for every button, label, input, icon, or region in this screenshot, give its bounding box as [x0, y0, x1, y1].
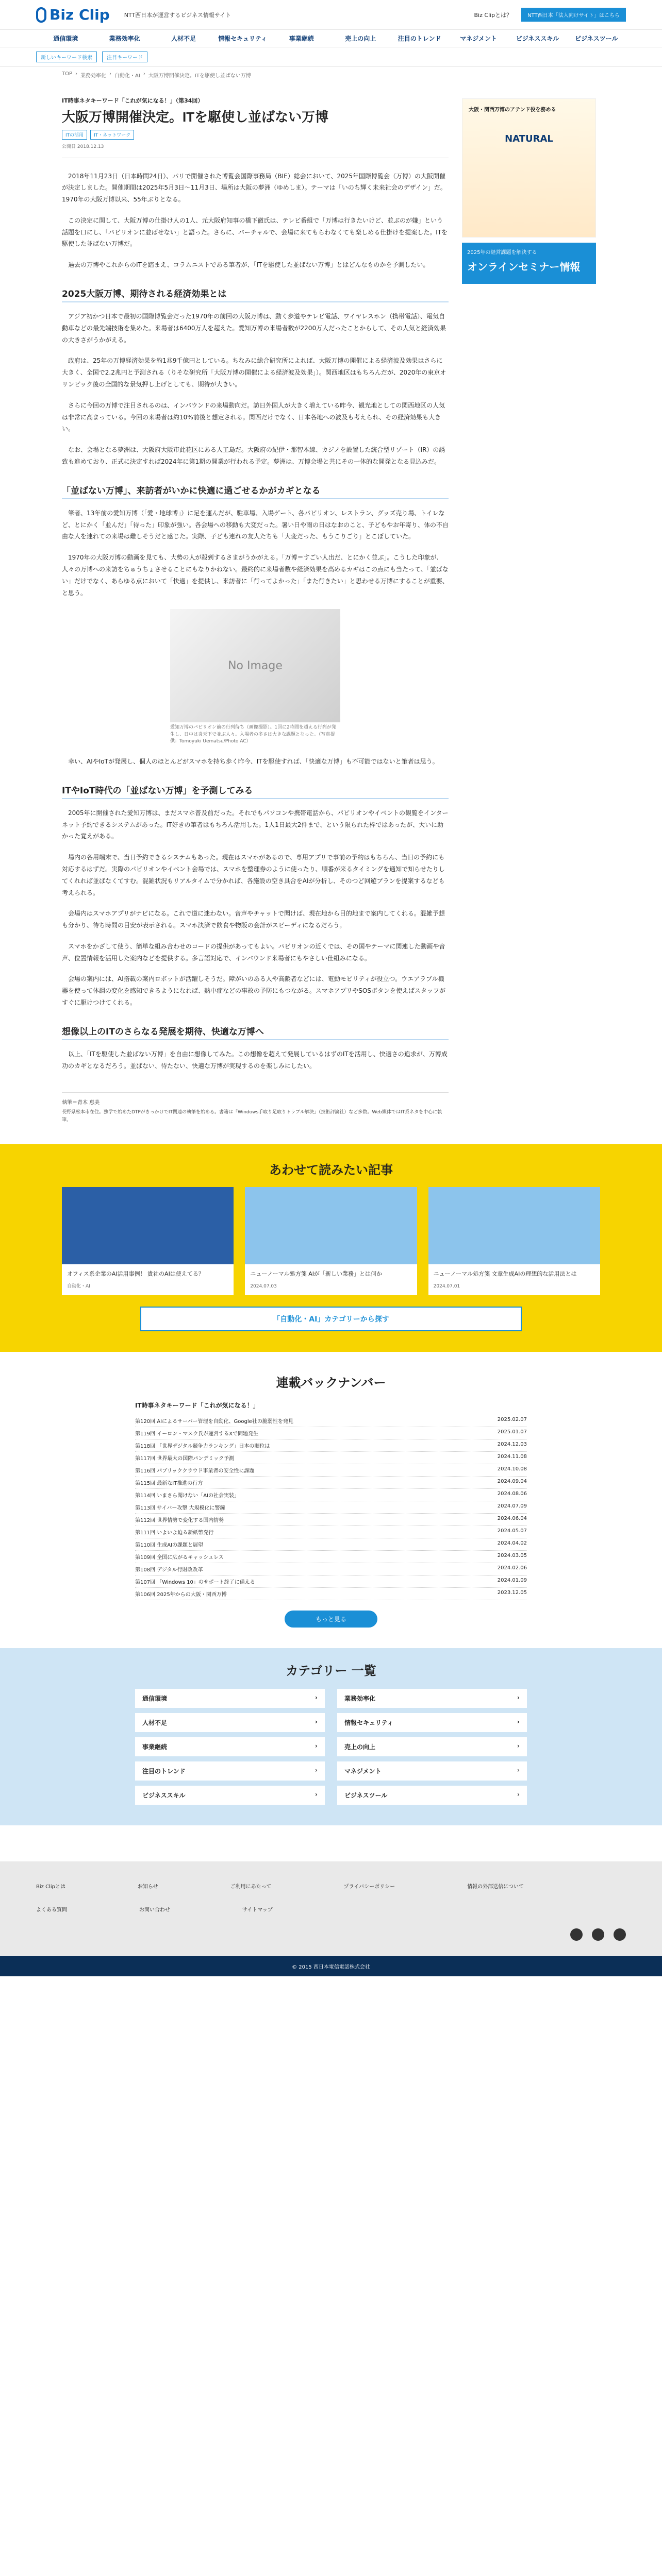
chevron-right-icon: › — [315, 1718, 318, 1726]
backnumber-row[interactable] — [135, 1501, 527, 1514]
tag-it[interactable]: ITの活用 — [62, 130, 87, 140]
backnumber-row[interactable] — [135, 1563, 527, 1575]
backnumber-row[interactable] — [135, 1464, 527, 1477]
category-item[interactable] — [337, 1761, 527, 1781]
paragraph: 以上、「ITを駆使した並ばない万博」を自由に想像してみた。この想像を超えて発展しているはずのITを活用し、快適さの追求が、万博成功のカギとなるだろう。並ばない、待たない、快適な万博が実現するのを楽しみにしたい。 — [62, 1050, 448, 1070]
card-thumbnail — [245, 1187, 417, 1264]
backnumber-list — [135, 1401, 527, 1628]
paragraph: なお、会場となる夢洲は、大阪府大阪市此花区にある人工島だ。大阪府の紀伊・那智本線、カジノを設置した統合型リゾート（IR）の誘致も進めており、正式に決定すれば2024年に第1期の開業が行われる予定。夢洲は、万博会場と共にその一体的な開発となる見込みだ。 — [62, 446, 445, 466]
paragraph: 場内の各用端末で、当日予約できるシステムもあった。現在はスマホがあるので、専用アプリで事前の予約はもちろん、当日の予約にも対応するはずだ。実際のパビリオンやイベント会場では、スマホを整理券のように使ったり、順番が来るタイミングを通知で知らせたりしてくれれば並ばなくてすむ。混雑状況もリアルタイムで分かれば、各施設の空き具合をAIが分析し、そのつど回遊プランを提案するなども考えられる。 — [62, 854, 445, 896]
footer-link[interactable]: よくある質問 — [36, 1907, 67, 1913]
nav-item[interactable]: 売上の向上 — [345, 35, 376, 42]
ticker-new-keyword[interactable]: 新しいキーワード検索 — [36, 52, 97, 62]
category-grid — [135, 1689, 527, 1805]
logo[interactable]: Biz Clip — [36, 6, 110, 23]
chevron-right-icon: › — [517, 1694, 520, 1702]
category-item[interactable] — [135, 1713, 325, 1732]
category-label: 注目のトレンド — [142, 1768, 186, 1775]
site-header — [0, 0, 662, 30]
nav-item[interactable]: 業務効率化 — [109, 35, 140, 42]
breadcrumb-efficiency[interactable]: 業務効率化 — [80, 73, 107, 79]
paragraph: 筆者、13年前の愛知万博（「愛・地球博」）に足を運んだが、駐車場、入場ゲート、各パビリオン、レストラン、グッズ売り場、トイレなど、とにかく「並んだ」「待った」印象が強い。各会場への移動も大変だった。暑い日や雨の日はなおのこと、子どもやお年寄り、体の不自由な人を連れての来場は難しそうだと感じた。実際、子ども連れの友人たちも「大変だった、もうこりごり」とこぼしていた。 — [62, 509, 449, 540]
social-links — [36, 1928, 626, 1941]
backnumber-row[interactable] — [135, 1526, 527, 1538]
section-heading: ITやIoT時代の「並ばない万博」を予測してみる — [62, 783, 449, 799]
backnumber-date: 2025.02.07 — [497, 1417, 527, 1423]
article-figure — [170, 609, 340, 745]
backnumber-date: 2024.03.05 — [497, 1553, 527, 1559]
paragraph: 政府は、25年の万博経済効果を約1兆9千億円としている。ちなみに総合研究所によれば、大阪万博の開催による経済波及効果はさらに大きく、全国で2.2兆円と予測される（りそな研究所「大阪万博の開催による経済波及効果」）。関西地区はもちろんだが、2020年の東京オリンピック後の全国的な景気押し上げとしても、期待が大きい。 — [62, 357, 446, 388]
category-item[interactable] — [337, 1737, 527, 1756]
category-item[interactable] — [135, 1786, 325, 1805]
chevron-right-icon: › — [315, 1767, 318, 1774]
banner-title: 大阪・関西万博のアテンド役を務める — [469, 107, 556, 113]
footer-link[interactable]: お問い合わせ — [139, 1907, 170, 1913]
footer-link[interactable]: プライバシーポリシー — [343, 1884, 395, 1890]
backnumber-row[interactable] — [135, 1477, 527, 1489]
related-title: あわせて読みたい記事 — [269, 1163, 393, 1178]
page-title: 大阪万博開催決定。ITを駆使し並ばない万博 — [62, 109, 329, 125]
backnumber-row[interactable] — [135, 1427, 527, 1439]
backnumber-title-text: 第110回 生成AIの課題と展望 — [135, 1543, 204, 1549]
more-button[interactable]: もっと見る — [285, 1611, 377, 1628]
related-card[interactable] — [245, 1187, 417, 1295]
nav-item[interactable]: 通信環境 — [53, 35, 78, 42]
category-title: カテゴリー 一覧 — [286, 1664, 376, 1679]
paragraph: 2018年11月23日（日本時間24日）、パリで開催された博覧会国際事務局（BIE）総会において、2025年国際博覧会（万博）の大阪開催が決定しました。開催期間は2025年5月3日～11月3日、場所は大阪の夢洲（ゆめしま）。テーマは「いのち輝く未来社会のデザイン」だ。1970年の大阪万博以来、55年ぶりとなる。 — [62, 172, 446, 204]
backnumber-date: 2023.12.05 — [497, 1590, 527, 1596]
banner-title: オンラインセミナー情報 — [467, 261, 581, 273]
backnumber-date: 2024.12.03 — [497, 1442, 527, 1448]
backnumber-title-text: 第118回 「世界デジタル競争力ランキング」日本の順位は — [135, 1444, 270, 1450]
related-card[interactable] — [428, 1187, 600, 1295]
backnumber-title-text: 第106回 2025年からの大阪・関西万博 — [135, 1592, 227, 1598]
backnumber-title-text: 第108回 デジタル行財政改革 — [135, 1567, 203, 1573]
nav-item[interactable]: ビジネススキル — [516, 35, 559, 42]
paragraph: 会場の案内には、AI搭載の案内ロボットが活躍しそうだ。障がいのある人や高齢者などには、電動モビリティが役立つ。ウエアラブル機器を使って体調の変化を感知できるようになれば、熱中症などの事故の予防にもつながる。スマホアプリやSOSボタンを使えばスタッフがすぐに駆けつけてくれる。 — [62, 975, 445, 1007]
backnumber-title: 連載バックナンバー — [276, 1376, 386, 1391]
backnumber-date: 2024.11.08 — [497, 1454, 527, 1460]
backnumber-title-text: 第114回 いまさら聞けない「AIの社会実装」 — [135, 1493, 240, 1499]
paragraph: この決定に関して、大阪万博の仕掛け人の1人、元大阪府知事の橋下徹氏は、テレビ番組で「万博は行きたいけど、並ぶのが嫌」という話題を口にし、「パビリオンに並ばせない」と語った。さらに、バーチャルで、会場に来てもらわなくても楽しめる仕掛けを提案した。ITを駆使した並ばない万博だ。 — [62, 216, 448, 248]
x-icon[interactable] — [592, 1928, 604, 1941]
backnumber-section — [0, 1372, 662, 1628]
paragraph: さらに今回の万博で注目されるのは、インバウンドの来場動向だ。訪日外国人が大きく増えている昨今、観光地としての関西地区の人気は非常に高まっている。今回の来場者は約10%前後と想定される。関西だけでなく、日本各地への波及も考えられ、その経済効果も大きい。 — [62, 401, 445, 433]
nav-item[interactable]: ビジネスツール — [575, 35, 618, 42]
card-meta: 自動化・AI — [67, 1283, 90, 1289]
backnumber-date: 2024.08.06 — [497, 1491, 527, 1497]
backnumber-row[interactable] — [135, 1439, 527, 1452]
paragraph: 過去の万博やこれからのITを踏まえ、コラムニストである筆者が、「ITを駆使した並ばない万博」とはどんなものかを予測したい。 — [68, 261, 429, 269]
paragraph: 1970年の大阪万博の動画を見ても、大勢の人が殺到するさまがうかがえる。「万博＝すごい人出だ、とにかく並ぶ」。こうした印象が、人々の万博への来訪をちゅうちょさせることにもなりかねない。最終的に来場者数や経済効果を高めるカギはこの点にも当たって、「並ばない」だけでなく、あらゆる点において「快適」を提供し、来訪者に「行ってよかった」「また行きたい」と思わせる万博にすることが重要、と思う。 — [62, 554, 449, 597]
backnumber-title-text: 第119回 イーロン・マスク氏が運営するXで問題発生 — [135, 1431, 259, 1437]
footer-link[interactable]: サイトマップ — [242, 1907, 273, 1913]
chevron-right-icon: › — [517, 1791, 520, 1799]
footer-link[interactable]: Biz Clipとは — [36, 1884, 65, 1890]
chevron-right-icon: › — [517, 1718, 520, 1726]
backnumber-title-text: 第112回 世界情勢で変化する国内情勢 — [135, 1518, 224, 1524]
author-bio: 長野県松本市在住。独学で始めたDTPがきっかけでIT関連の執筆を始める。書籍は「Windows手取り足取りトラブル解決」（技術評論社）など多数。Web媒体ではIT系ネタを中心に執筆。 — [62, 1110, 442, 1123]
section-heading: 想像以上のITのさらなる発展を期待、快適な万博へ — [62, 1024, 449, 1040]
backnumber-date: 2024.04.02 — [497, 1540, 527, 1547]
author-box — [62, 1092, 449, 1124]
category-label: 売上の向上 — [344, 1743, 376, 1751]
publish-date: 公開日 2018.12.13 — [62, 144, 104, 149]
footer-link[interactable]: ご利用にあたって — [230, 1884, 272, 1890]
paragraph: スマホをかざして使う、簡単な組み合わせのコードの提供があってもよい。パビリオンの近くでは、その国やテーマに関連した動画や音声、位置情報を活用した案内などを提供する。多言語対応で、インバウンド来場者にもやさしい仕組みになる。 — [62, 942, 445, 962]
backnumber-title-text: 第120回 AIによるサーバー管理を自動化、Google社の脆弱性を発見 — [135, 1419, 293, 1425]
category-label: 情報セキュリティ — [344, 1719, 393, 1727]
corporate-site-button[interactable]: NTT西日本「法人向けサイト」はこちら — [521, 8, 626, 22]
category-item[interactable] — [337, 1713, 527, 1732]
nav-item[interactable]: 事業継続 — [289, 35, 314, 42]
nav-item[interactable]: マネジメント — [460, 35, 497, 42]
backnumber-series: IT時事ネタキーワード「これが気になる！」 — [135, 1402, 259, 1410]
backnumber-row[interactable] — [135, 1415, 527, 1427]
section-heading: 2025大阪万博、期待される経済効果とは — [62, 286, 449, 302]
chevron-right-icon: › — [315, 1742, 318, 1750]
backnumber-date: 2024.02.06 — [497, 1565, 527, 1571]
backnumber-date: 2024.01.09 — [497, 1578, 527, 1584]
author-name: 執筆＝青木 恵美 — [62, 1100, 100, 1106]
breadcrumb: TOP › 業務効率化 › 自動化・AI › 大阪万博開催決定。ITを駆使し並ばない万博 — [62, 71, 251, 79]
category-item[interactable] — [337, 1689, 527, 1708]
backnumber-title-text: 第107回 「Windows 10」のサポート終了に備える — [135, 1580, 255, 1586]
category-search-button[interactable]: 「自動化・AI」カテゴリーから探す — [140, 1307, 522, 1331]
site-footer — [0, 1861, 662, 1956]
category-item[interactable] — [135, 1737, 325, 1756]
category-item[interactable] — [135, 1689, 325, 1708]
related-card[interactable] — [62, 1187, 234, 1295]
chevron-right-icon: › — [517, 1742, 520, 1750]
breadcrumb-top[interactable]: TOP — [62, 71, 73, 77]
facebook-icon[interactable] — [614, 1928, 626, 1941]
category-label: マネジメント — [344, 1768, 382, 1775]
banner-body: NATURAL — [505, 133, 553, 144]
backnumber-row[interactable] — [135, 1514, 527, 1526]
breadcrumb-ai[interactable]: 自動化・AI — [114, 73, 140, 79]
card-meta: 2024.07.03 — [250, 1283, 277, 1289]
sidebar-banner-natural[interactable] — [462, 98, 596, 238]
article-body — [62, 171, 449, 1072]
figure-caption: 愛知万博のパビリオン前の行列待ち（画像撮影）。1回に2時間を超える行列が発生し、日中は炎天下で並ぶ人々。入場者の多さは大きな課題となった。（写真提供：Tomoyuki Uematsu/Photo AC） — [170, 725, 336, 744]
chevron-right-icon: › — [315, 1791, 318, 1799]
keyword-ticker — [0, 47, 662, 67]
card-title: ニューノーマル処方箋 文章生成AIの理想的な活用法とは — [433, 1270, 577, 1278]
backnumber-date: 2024.09.04 — [497, 1479, 527, 1485]
paragraph: 幸い、AIやIoTが発展し、個人のほとんどがスマホを持ち歩く昨今、ITを駆使すれば、「快適な万博」も不可能ではないと筆者は思う。 — [68, 757, 439, 765]
category-label: 人材不足 — [142, 1719, 168, 1727]
copyright: © 2015 西日本電信電話株式会社 — [0, 1956, 662, 1976]
related-articles — [0, 1144, 662, 1352]
backnumber-title-text: 第117回 世界最大の国際パンデミック予測 — [135, 1456, 235, 1462]
card-title: オフィス系企業のAI活用事例！ 貴社のAIは使えてる？ — [67, 1270, 204, 1278]
nav-item[interactable]: 注目のトレンド — [398, 35, 441, 42]
series-label: IT時事ネタキーワード「これが気になる！」（第34回） — [62, 97, 204, 104]
paragraph: アジア初かつ日本で最初の国際博覧会だった1970年の前回の大阪万博は、動く歩道やテレビ電話、ワイヤレスホン（携帯電話）、電気自動車などの最先端技術を集めた。来場者は6400万人を超えた。愛知万博の来場者数が2200万人だったことからして、その人気と経済効果の大きさがうかがえる。 — [62, 313, 446, 344]
nav-item[interactable]: 人材不足 — [171, 35, 196, 42]
rss-icon[interactable] — [570, 1928, 583, 1941]
article-main — [62, 83, 449, 1124]
ticker-hot-keyword[interactable]: 注目キーワード — [102, 52, 147, 62]
category-label: 通信環境 — [142, 1695, 168, 1703]
tag-network[interactable]: IT・ネットワーク — [90, 130, 134, 140]
backnumber-title-text: 第115回 最新なIT推進の行方 — [135, 1481, 203, 1487]
backnumber-date: 2024.10.08 — [497, 1466, 527, 1472]
card-thumbnail — [62, 1187, 234, 1264]
backnumber-title-text: 第116回 パブリッククラウド事業者の安全性に課題 — [135, 1468, 255, 1475]
category-item[interactable] — [135, 1761, 325, 1781]
category-label: ビジネススキル — [142, 1792, 186, 1800]
category-item[interactable] — [337, 1786, 527, 1805]
sidebar — [462, 83, 596, 1124]
backnumber-row[interactable] — [135, 1588, 527, 1600]
card-meta: 2024.07.01 — [433, 1283, 460, 1289]
chevron-right-icon: › — [315, 1694, 318, 1702]
logo-icon — [36, 7, 46, 23]
no-image-placeholder: No Image — [170, 609, 340, 722]
card-thumbnail — [428, 1187, 600, 1264]
backnumber-title-text: 第111回 いよいよ迫る新紙幣発行 — [135, 1530, 214, 1536]
about-link[interactable]: Biz Clipとは？ — [474, 11, 512, 19]
backnumber-date: 2024.07.09 — [497, 1503, 527, 1510]
card-title: ニューノーマル処方箋 AIが「新しい業務」とは何か — [250, 1270, 383, 1278]
category-list-section — [0, 1648, 662, 1825]
backnumber-date: 2024.05.07 — [497, 1528, 527, 1534]
section-heading: 「並ばない万博」、来訪者がいかに快適に過ごせるかがカギとなる — [62, 483, 449, 499]
site-tagline: NTT西日本が運営するビジネス情報サイト — [124, 11, 231, 19]
category-label: ビジネスツール — [344, 1792, 388, 1800]
global-nav — [0, 30, 662, 47]
backnumber-title-text: 第109回 全国に広がるキャッシュレス — [135, 1555, 224, 1561]
breadcrumb-current: 大阪万博開催決定。ITを駆使し並ばない万博 — [148, 73, 251, 79]
category-label: 事業継続 — [142, 1743, 168, 1751]
backnumber-title-text: 第113回 サイバー攻撃 大規模化に警鐘 — [135, 1505, 225, 1512]
sidebar-banner-seminar[interactable] — [462, 243, 596, 284]
nav-item[interactable]: 情報セキュリティ — [218, 35, 267, 42]
chevron-right-icon: › — [517, 1767, 520, 1774]
backnumber-date: 2025.01.07 — [497, 1429, 527, 1435]
backnumber-row[interactable] — [135, 1538, 527, 1551]
backnumber-row[interactable] — [135, 1489, 527, 1501]
backnumber-row[interactable] — [135, 1452, 527, 1464]
backnumber-row[interactable] — [135, 1575, 527, 1588]
category-label: 業務効率化 — [344, 1695, 376, 1703]
paragraph: 2005年に開催された愛知万博は、まだスマホ普及前だった。それでもパソコンや携帯電話から、パビリオンやイベントの観覧をインターネット予約できるシステムがあった。IT好きの筆者はもちろん活用した。1人1日最大2件まで、という限られた枠ではあったが、大いに助かった覚えがある。 — [62, 809, 449, 840]
paragraph: 会場内はスマホアプリがナビになる。これで道に迷わない。音声やチャットで聞けば、現在地から目的地まで案内してくれる。混雑予想も分かり、待ち時間の目安が表示される。スマホ決済で飲食や物販の会計がスピーディになるだろう。 — [62, 910, 445, 929]
banner-caption: 2025年の経営課題を解決する — [467, 250, 537, 256]
footer-link[interactable]: 情報の外部送信について — [467, 1884, 524, 1890]
backnumber-row[interactable] — [135, 1551, 527, 1563]
footer-link[interactable]: お知らせ — [137, 1884, 158, 1890]
backnumber-date: 2024.06.04 — [497, 1516, 527, 1522]
